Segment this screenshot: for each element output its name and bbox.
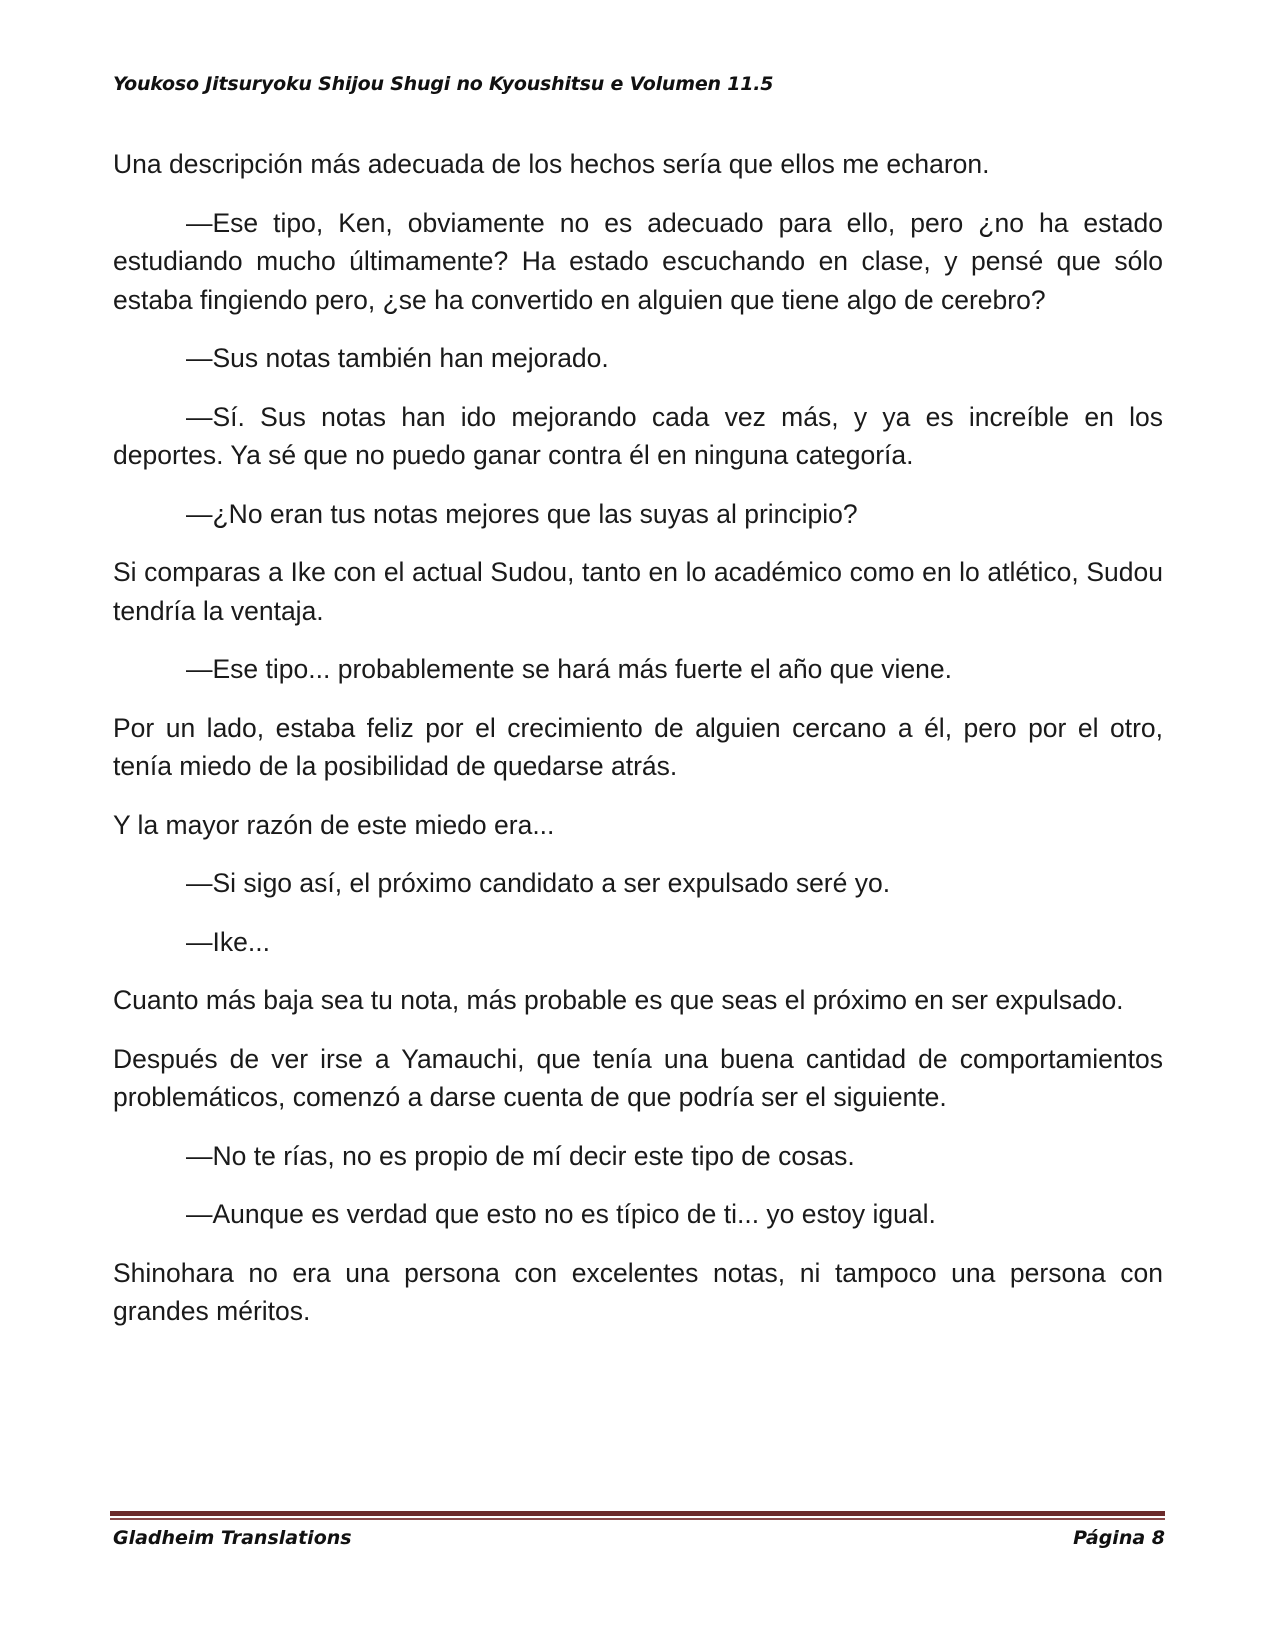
footer-credit: Gladheim Translations [113,1527,352,1549]
dialog-paragraph: —¿No eran tus notas mejores que las suyas al principio? [186,498,858,529]
dialog-paragraph: —Aunque es verdad que esto no es típico de ti... yo estoy igual. [186,1199,936,1229]
dialog-paragraph: —Si sigo así, el próximo candidato a ser expulsado seré yo. [186,868,891,898]
footer-divider-thin [110,1518,1165,1520]
dialog-paragraph: —Ese tipo, Ken, obviamente no es adecuado para ello, pero ¿no ha estado estudiando mucho últimamente? Ha estado escuchando en clase, y pensé que sólo estaba fingiendo pero, ¿se ha convertido en alguien que tiene algo de cerebro? [113,207,1163,315]
dialog-paragraph: —Sus notas también han mejorado. [186,343,609,373]
page-number: Página 8 [1073,1527,1165,1549]
paragraph: Si comparas a Ike con el actual Sudou, tanto en lo académico como en lo atlético, Sudou tendría la ventaja. [113,557,1163,626]
page-header-title: Youkoso Jitsuryoku Shijou Shugi no Kyoushitsu e Volumen 11.5 [113,73,774,95]
dialog-paragraph: —Ike... [186,926,270,957]
paragraph: Y la mayor razón de este miedo era... [113,809,555,840]
paragraph: Shinohara no era una persona con excelentes notas, ni tampoco una persona con grandes méritos. [113,1257,1163,1326]
footer-divider [110,1511,1165,1516]
paragraph: Cuanto más baja sea tu nota, más probable es que seas el próximo en ser expulsado. [113,985,1124,1015]
dialog-paragraph: —Sí. Sus notas han ido mejorando cada vez más, y ya es increíble en los deportes. Ya sé que no puedo ganar contra él en ninguna categoría. [113,401,1163,470]
paragraph: Una descripción más adecuada de los hechos sería que ellos me echaron. [113,149,990,179]
paragraph: Por un lado, estaba feliz por el crecimiento de alguien cercano a él, pero por el otro, tenía miedo de la posibilidad de quedarse atrás. [113,712,1163,781]
dialog-paragraph: —No te rías, no es propio de mí decir este tipo de cosas. [186,1140,855,1171]
paragraph: Después de ver irse a Yamauchi, que tenía una buena cantidad de comportamientos problemáticos, comenzó a darse cuenta de que podría ser el siguiente. [113,1043,1163,1112]
dialog-paragraph: —Ese tipo... probablemente se hará más fuerte el año que viene. [186,654,953,684]
body-text [113,145,1163,1351]
